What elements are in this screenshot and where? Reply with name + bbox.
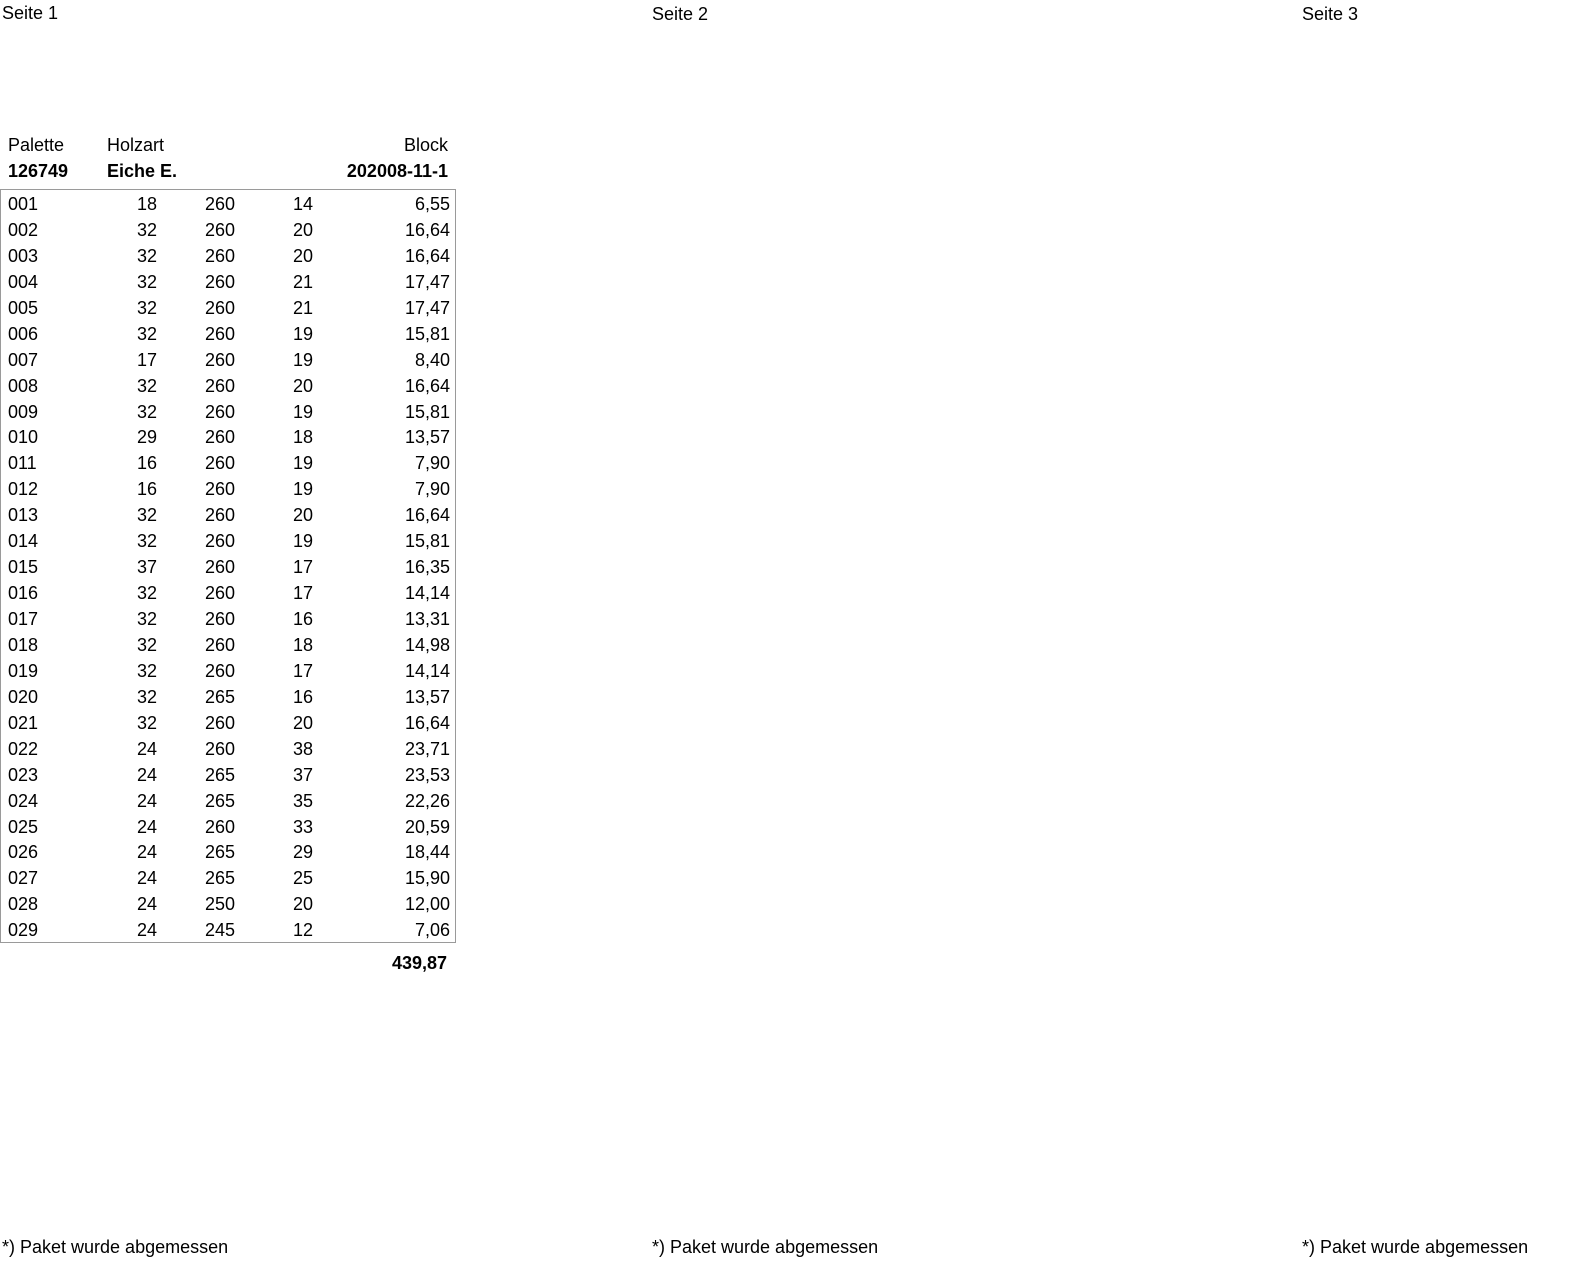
row-volume: 14,14 bbox=[404, 660, 450, 681]
row-length: 260 bbox=[204, 505, 235, 526]
row-number: 018 bbox=[8, 634, 39, 655]
row-length: 260 bbox=[204, 271, 235, 292]
row-volume: 23,53 bbox=[404, 764, 450, 785]
row-number: 008 bbox=[8, 375, 39, 396]
table-row bbox=[1, 553, 455, 579]
holzart-label: Holzart bbox=[107, 135, 165, 155]
row-volume: 13,31 bbox=[404, 609, 450, 629]
row-count: 35 bbox=[292, 790, 313, 811]
total-volume: 439,87 bbox=[391, 953, 447, 973]
row-width: 24 bbox=[136, 894, 157, 915]
table-row bbox=[1, 346, 455, 372]
row-count: 25 bbox=[292, 868, 313, 889]
row-width: 24 bbox=[136, 920, 157, 941]
table-row bbox=[1, 864, 455, 890]
row-count: 19 bbox=[292, 349, 313, 370]
row-width: 32 bbox=[136, 323, 157, 344]
row-width: 32 bbox=[136, 271, 157, 292]
row-length: 260 bbox=[204, 349, 235, 370]
row-count: 17 bbox=[292, 583, 313, 604]
row-volume: 17,47 bbox=[404, 271, 450, 292]
row-length: 260 bbox=[204, 660, 235, 681]
row-count: 16 bbox=[292, 609, 313, 629]
row-count: 20 bbox=[292, 375, 313, 396]
row-volume: 6,55 bbox=[414, 194, 450, 214]
row-volume: 7,06 bbox=[414, 920, 450, 941]
row-length: 260 bbox=[204, 219, 235, 240]
row-width: 24 bbox=[136, 816, 157, 837]
row-count: 14 bbox=[292, 194, 313, 214]
row-volume: 15,90 bbox=[404, 868, 450, 889]
page-label-3: Seite 3 bbox=[1302, 4, 1359, 24]
row-number: 013 bbox=[8, 505, 39, 526]
row-width: 32 bbox=[136, 219, 157, 240]
row-count: 19 bbox=[292, 479, 313, 500]
row-width: 29 bbox=[136, 427, 157, 448]
row-width: 32 bbox=[136, 583, 157, 604]
table-row bbox=[1, 579, 455, 605]
row-width: 32 bbox=[136, 297, 157, 318]
row-number: 007 bbox=[8, 349, 39, 370]
table-row bbox=[1, 294, 455, 320]
row-width: 32 bbox=[136, 245, 157, 266]
table-row bbox=[1, 813, 455, 839]
row-volume: 18,44 bbox=[404, 842, 450, 863]
row-volume: 23,71 bbox=[404, 738, 450, 759]
holzart-value: Eiche E. bbox=[107, 161, 178, 181]
row-number: 004 bbox=[8, 271, 39, 292]
row-number: 014 bbox=[8, 531, 39, 552]
row-count: 19 bbox=[292, 401, 313, 422]
footer-note-1: *) Paket wurde abgemessen bbox=[2, 1237, 229, 1257]
row-length: 260 bbox=[204, 479, 235, 500]
row-width: 32 bbox=[136, 660, 157, 681]
row-volume: 15,81 bbox=[404, 401, 450, 422]
row-volume: 8,40 bbox=[414, 349, 450, 370]
table-row bbox=[1, 190, 455, 216]
row-volume: 22,26 bbox=[404, 790, 450, 811]
row-width: 16 bbox=[136, 453, 157, 474]
row-count: 20 bbox=[292, 894, 313, 915]
table-row bbox=[1, 242, 455, 268]
table-row bbox=[1, 449, 455, 475]
block-label: Block bbox=[403, 135, 448, 155]
row-count: 18 bbox=[292, 427, 313, 448]
row-number: 002 bbox=[8, 219, 39, 240]
row-length: 260 bbox=[204, 531, 235, 552]
table-row bbox=[1, 735, 455, 761]
row-volume: 15,81 bbox=[404, 531, 450, 552]
row-number: 022 bbox=[8, 738, 39, 759]
row-count: 21 bbox=[292, 271, 313, 292]
row-length: 265 bbox=[204, 790, 235, 811]
table-row bbox=[1, 216, 455, 242]
table-row bbox=[1, 761, 455, 787]
row-number: 001 bbox=[8, 194, 39, 214]
header-labels-row bbox=[0, 132, 456, 158]
row-count: 17 bbox=[292, 557, 313, 578]
row-number: 006 bbox=[8, 323, 39, 344]
row-volume: 14,98 bbox=[404, 634, 450, 655]
row-count: 20 bbox=[292, 245, 313, 266]
row-volume: 13,57 bbox=[404, 686, 450, 707]
footer-note-3: *) Paket wurde abgemessen bbox=[1302, 1237, 1529, 1257]
measurement-table bbox=[0, 189, 456, 943]
row-count: 20 bbox=[292, 219, 313, 240]
table-row bbox=[1, 501, 455, 527]
table-row bbox=[1, 320, 455, 346]
palette-header bbox=[0, 132, 456, 184]
row-length: 260 bbox=[204, 453, 235, 474]
row-count: 17 bbox=[292, 660, 313, 681]
row-width: 18 bbox=[136, 194, 157, 214]
row-length: 260 bbox=[204, 634, 235, 655]
row-count: 19 bbox=[292, 323, 313, 344]
row-length: 245 bbox=[204, 920, 235, 941]
row-number: 017 bbox=[8, 609, 39, 629]
row-volume: 13,57 bbox=[404, 427, 450, 448]
header-values-row bbox=[0, 158, 456, 184]
row-count: 12 bbox=[292, 920, 313, 941]
footer-note-2: *) Paket wurde abgemessen bbox=[652, 1237, 879, 1257]
row-number: 009 bbox=[8, 401, 39, 422]
palette-label: Palette bbox=[8, 135, 65, 155]
row-number: 003 bbox=[8, 245, 39, 266]
row-number: 025 bbox=[8, 816, 39, 837]
row-count: 16 bbox=[292, 686, 313, 707]
row-length: 260 bbox=[204, 297, 235, 318]
row-volume: 16,64 bbox=[404, 245, 450, 266]
row-width: 24 bbox=[136, 738, 157, 759]
row-length: 260 bbox=[204, 245, 235, 266]
row-width: 32 bbox=[136, 686, 157, 707]
row-length: 260 bbox=[204, 375, 235, 396]
row-volume: 7,90 bbox=[414, 479, 450, 500]
table-row bbox=[1, 423, 455, 449]
row-number: 016 bbox=[8, 583, 39, 604]
table-row bbox=[1, 709, 455, 735]
table-row bbox=[1, 372, 455, 398]
row-number: 011 bbox=[8, 453, 37, 474]
row-volume: 15,81 bbox=[404, 323, 450, 344]
row-length: 260 bbox=[204, 401, 235, 422]
row-width: 24 bbox=[136, 868, 157, 889]
row-width: 37 bbox=[136, 557, 157, 578]
row-number: 027 bbox=[8, 868, 39, 889]
row-volume: 16,64 bbox=[404, 219, 450, 240]
row-volume: 12,00 bbox=[404, 894, 450, 915]
row-count: 18 bbox=[292, 634, 313, 655]
row-width: 32 bbox=[136, 531, 157, 552]
row-number: 028 bbox=[8, 894, 39, 915]
row-volume: 20,59 bbox=[404, 816, 450, 837]
row-count: 33 bbox=[292, 816, 313, 837]
row-volume: 16,64 bbox=[404, 712, 450, 733]
row-length: 260 bbox=[204, 712, 235, 733]
row-length: 265 bbox=[204, 764, 235, 785]
table-row bbox=[1, 605, 455, 631]
table-row bbox=[1, 657, 455, 683]
row-number: 029 bbox=[8, 920, 39, 941]
row-length: 265 bbox=[204, 842, 235, 863]
row-volume: 16,64 bbox=[404, 505, 450, 526]
row-length: 260 bbox=[204, 738, 235, 759]
palette-value: 126749 bbox=[8, 161, 69, 181]
row-width: 24 bbox=[136, 764, 157, 785]
row-count: 37 bbox=[292, 764, 313, 785]
row-volume: 14,14 bbox=[404, 583, 450, 604]
table-row bbox=[1, 475, 455, 501]
table-row bbox=[1, 398, 455, 424]
row-length: 260 bbox=[204, 816, 235, 837]
row-number: 021 bbox=[8, 712, 39, 733]
row-length: 260 bbox=[204, 557, 235, 578]
table-row bbox=[1, 631, 455, 657]
row-number: 005 bbox=[8, 297, 39, 318]
row-width: 32 bbox=[136, 505, 157, 526]
row-count: 19 bbox=[292, 531, 313, 552]
row-width: 32 bbox=[136, 401, 157, 422]
row-length: 260 bbox=[204, 427, 235, 448]
row-number: 019 bbox=[8, 660, 39, 681]
row-width: 32 bbox=[136, 712, 157, 733]
row-volume: 7,90 bbox=[414, 453, 450, 474]
row-number: 020 bbox=[8, 686, 39, 707]
row-length: 265 bbox=[204, 868, 235, 889]
row-length: 260 bbox=[204, 583, 235, 604]
page-label-1: Seite 1 bbox=[2, 3, 59, 23]
row-number: 012 bbox=[8, 479, 39, 500]
row-count: 20 bbox=[292, 712, 313, 733]
table-row bbox=[1, 890, 455, 916]
row-length: 265 bbox=[204, 686, 235, 707]
row-count: 20 bbox=[292, 505, 313, 526]
row-length: 250 bbox=[204, 894, 235, 915]
row-number: 023 bbox=[8, 764, 39, 785]
table-row bbox=[1, 527, 455, 553]
table-row bbox=[1, 916, 455, 942]
row-number: 026 bbox=[8, 842, 39, 863]
row-volume: 17,47 bbox=[404, 297, 450, 318]
row-count: 38 bbox=[292, 738, 313, 759]
row-length: 260 bbox=[204, 323, 235, 344]
table-row bbox=[1, 268, 455, 294]
row-length: 260 bbox=[204, 609, 235, 629]
table-row bbox=[1, 838, 455, 864]
row-length: 260 bbox=[204, 194, 235, 214]
row-count: 21 bbox=[292, 297, 313, 318]
row-width: 16 bbox=[136, 479, 157, 500]
row-volume: 16,64 bbox=[404, 375, 450, 396]
row-width: 32 bbox=[136, 634, 157, 655]
row-count: 29 bbox=[292, 842, 313, 863]
block-value: 202008-11-1 bbox=[346, 161, 448, 181]
row-count: 19 bbox=[292, 453, 313, 474]
row-width: 24 bbox=[136, 842, 157, 863]
row-width: 24 bbox=[136, 790, 157, 811]
row-width: 32 bbox=[136, 609, 157, 629]
row-number: 015 bbox=[8, 557, 39, 578]
page-label-2: Seite 2 bbox=[652, 4, 709, 24]
row-volume: 16,35 bbox=[404, 557, 450, 578]
row-number: 024 bbox=[8, 790, 39, 811]
table-row bbox=[1, 683, 455, 709]
row-number: 010 bbox=[8, 427, 39, 448]
row-width: 17 bbox=[136, 349, 157, 370]
row-width: 32 bbox=[136, 375, 157, 396]
table-row bbox=[1, 787, 455, 813]
